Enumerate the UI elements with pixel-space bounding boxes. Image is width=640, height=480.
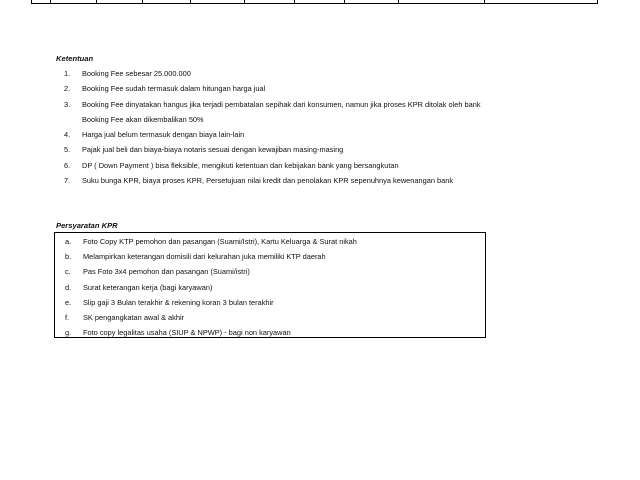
table-divider bbox=[344, 0, 345, 3]
list-item bbox=[56, 158, 596, 173]
item-letter: g. bbox=[65, 328, 72, 338]
item-number: 3. bbox=[64, 99, 71, 109]
item-text: SK pengangkatan awal & akhir bbox=[83, 312, 185, 322]
item-text: Melampirkan keterangan domisili dari kelurahan juka memiliki KTP daerah bbox=[83, 252, 326, 262]
item-letter: b. bbox=[65, 252, 72, 262]
item-number: 7. bbox=[64, 176, 71, 186]
item-text: DP ( Down Payment ) bisa fleksible, mengikuti ketentuan dan kebijakan bank yang bersangkutan bbox=[82, 160, 399, 170]
list-item bbox=[56, 97, 596, 112]
item-letter: e. bbox=[65, 297, 72, 307]
item-text: Slip gaji 3 Bulan terakhir & rekening koran 3 bulan terakhir bbox=[83, 297, 274, 307]
item-text: Booking Fee sebesar 25.000.000 bbox=[82, 69, 191, 78]
list-item bbox=[56, 81, 596, 96]
list-item bbox=[56, 127, 596, 142]
item-letter: d. bbox=[65, 282, 72, 292]
table-divider bbox=[244, 0, 245, 3]
item-letter: c. bbox=[65, 267, 71, 277]
item-number: 4. bbox=[64, 130, 71, 140]
item-text: Surat keterangan kerja (bagi karyawan) bbox=[83, 282, 213, 292]
item-text: Harga jual belum termasuk dengan biaya lain-lain bbox=[82, 130, 245, 140]
ketentuan-list bbox=[56, 66, 596, 188]
item-text: Suku bunga KPR, biaya proses KPR, Persetujuan nilai kredit dan penolakan KPR sepenuhnya kewenangan bank bbox=[82, 176, 454, 186]
item-number: 2. bbox=[64, 84, 71, 94]
list-item bbox=[56, 66, 596, 81]
list-item bbox=[56, 173, 596, 188]
list-item bbox=[56, 142, 596, 157]
item-number: 5. bbox=[64, 145, 71, 155]
ketentuan-heading: Ketentuan bbox=[56, 54, 94, 63]
item-text: Booking Fee sudah termasuk dalam hitungan harga jual bbox=[82, 84, 266, 94]
persyaratan-heading: Persyaratan KPR bbox=[56, 221, 118, 230]
table-divider bbox=[484, 0, 485, 3]
item-text: Pajak jual beli dan biaya-biaya notaris sesuai dengan kewajiban masing-masing bbox=[82, 145, 344, 155]
item-number: 6. bbox=[64, 160, 71, 170]
item-text: Foto copy legalitas usaha (SIUP & NPWP) - bagi non karyawan bbox=[83, 328, 291, 338]
item-text: Booking Fee dinyatakan hangus jika terjadi pembatalan sepihak dari konsumen, namun jika proses KPR ditolak oleh bank bbox=[82, 99, 481, 109]
list-item-continuation bbox=[56, 112, 596, 127]
table-divider bbox=[294, 0, 295, 3]
table-divider bbox=[142, 0, 143, 3]
item-letter: f. bbox=[65, 312, 70, 322]
table-divider bbox=[96, 0, 97, 3]
item-text: Pas Foto 3x4 pemohon dan pasangan (Suami/istri) bbox=[83, 267, 250, 277]
persyaratan-box bbox=[54, 232, 486, 338]
table-divider bbox=[190, 0, 191, 3]
item-number: 1. bbox=[64, 69, 71, 78]
table-divider bbox=[50, 0, 51, 3]
price-table-bottom-row bbox=[31, 0, 598, 4]
item-text: Foto Copy KTP pemohon dan pasangan (Suami/Istri), Kartu Keluarga & Surat nikah bbox=[83, 237, 357, 246]
item-text: Booking Fee akan dikembalikan 50% bbox=[82, 114, 204, 124]
item-letter: a. bbox=[65, 237, 72, 246]
table-divider bbox=[398, 0, 399, 3]
